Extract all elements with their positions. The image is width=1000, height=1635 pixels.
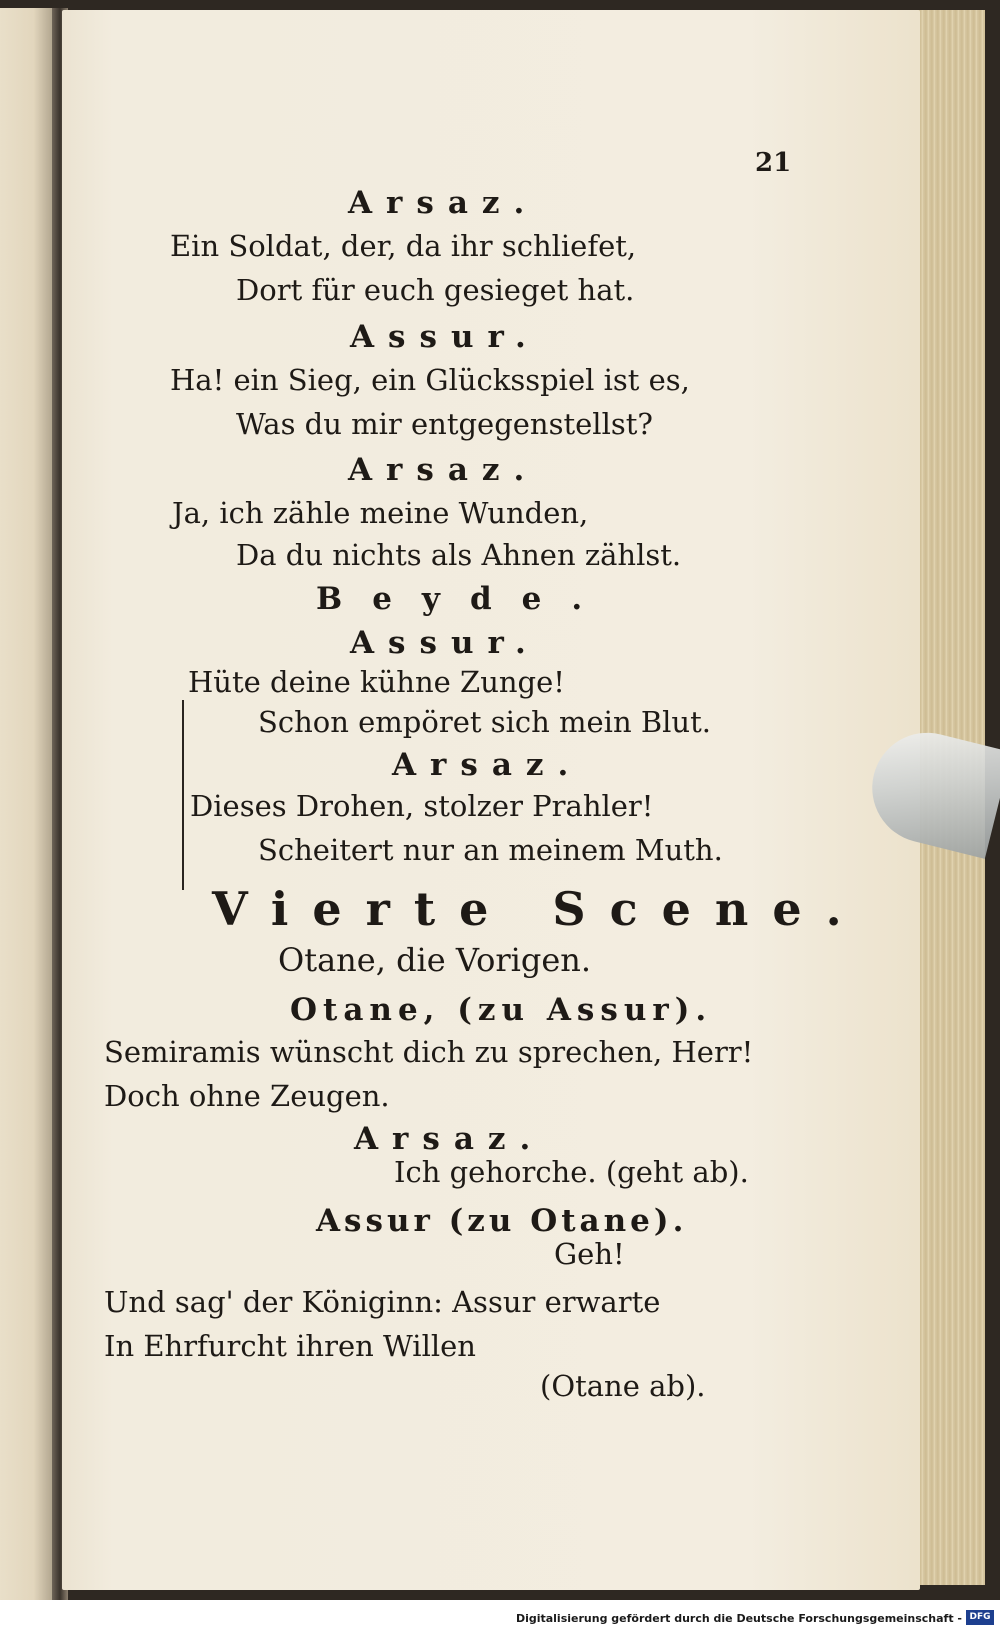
speaker-heading: Arsaz. bbox=[348, 452, 539, 488]
speaker-heading: Arsaz. bbox=[354, 1121, 545, 1157]
speaker-heading: Assur. bbox=[350, 625, 540, 661]
footer bbox=[0, 1600, 1000, 1635]
verse-line: Dort für euch gesieget hat. bbox=[236, 273, 635, 307]
verse-line: Was du mir entgegenstellst? bbox=[236, 407, 653, 441]
verse-line: Scheitert nur an meinem Muth. bbox=[258, 833, 723, 867]
stage-direction: (Otane ab). bbox=[540, 1369, 706, 1403]
verse-line: Geh! bbox=[554, 1237, 625, 1271]
funding-credit: Digitalisierung gefördert durch die Deutsche Forschungsgemeinschaft - bbox=[515, 1612, 962, 1625]
left-page-edge bbox=[0, 8, 56, 1600]
speaker-heading: Arsaz. bbox=[348, 185, 539, 221]
speaker-heading: Beyde. bbox=[316, 581, 613, 617]
cast-list: Otane, die Vorigen. bbox=[278, 941, 592, 979]
verse-line: Und sag' der Königinn: Assur erwarte bbox=[104, 1285, 661, 1319]
verse-line: Ha! ein Sieg, ein Glücksspiel ist es, bbox=[170, 363, 690, 397]
verse-line: Doch ohne Zeugen. bbox=[104, 1079, 390, 1113]
page-number: 21 bbox=[755, 148, 792, 178]
speaker-heading: Otane, (zu Assur). bbox=[290, 992, 713, 1028]
verse-line: Dieses Drohen, stolzer Prahler! bbox=[190, 789, 654, 823]
verse-line: Ein Soldat, der, da ihr schliefet, bbox=[170, 229, 637, 263]
verse-line: Ich gehorche. (geht ab). bbox=[394, 1155, 749, 1189]
verse-line: In Ehrfurcht ihren Willen bbox=[104, 1329, 476, 1363]
verse-line: Da du nichts als Ahnen zählst. bbox=[236, 538, 682, 572]
speaker-heading: Assur. bbox=[350, 319, 540, 355]
speaker-heading: Assur (zu Otane). bbox=[316, 1203, 688, 1239]
speaker-heading: Arsaz. bbox=[392, 747, 583, 783]
verse-line: Semiramis wünscht dich zu sprechen, Herr! bbox=[104, 1035, 754, 1069]
verse-line: Hüte deine kühne Zunge! bbox=[188, 665, 565, 699]
dfg-logo-icon: DFG bbox=[966, 1610, 994, 1625]
verse-line: Ja, ich zähle meine Wunden, bbox=[172, 496, 589, 530]
scene-heading: Vierte Scene. bbox=[212, 882, 866, 936]
verse-line: Schon empöret sich mein Blut. bbox=[258, 705, 711, 739]
